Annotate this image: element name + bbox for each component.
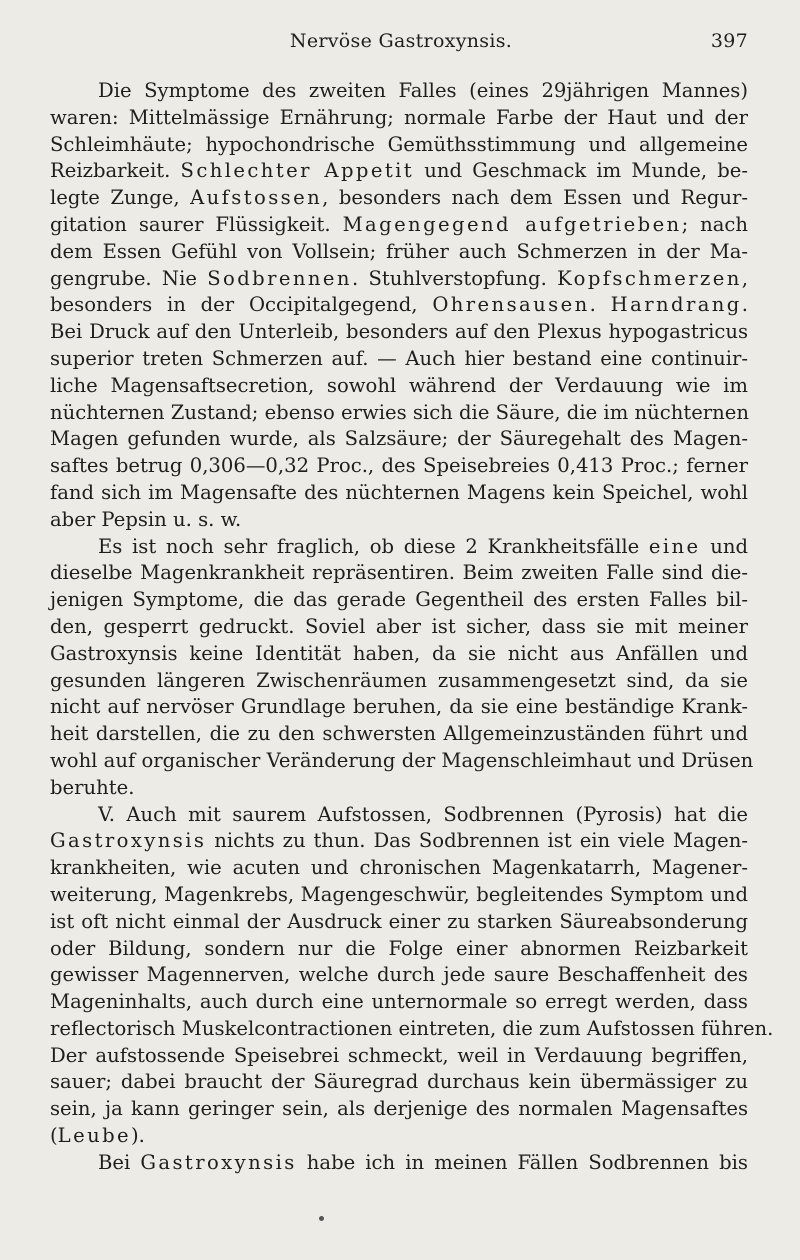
text-run: ( bbox=[50, 1124, 58, 1148]
text-line bbox=[50, 319, 748, 346]
text-line bbox=[50, 962, 748, 989]
text-run: beruhte. bbox=[50, 775, 135, 799]
paragraph bbox=[50, 78, 748, 534]
paragraph bbox=[50, 802, 774, 1150]
ink-speck bbox=[319, 1216, 324, 1221]
text-line bbox=[50, 373, 748, 400]
text-run: aber Pepsin u. s. w. bbox=[50, 507, 242, 531]
text-run: reflectorisch Muskelcontractionen eintreten, die zum Aufstossen führen. bbox=[50, 1016, 774, 1040]
text-run: jenigen Symptome, die das gerade Gegentheil des ersten Falles bil- bbox=[50, 588, 748, 612]
text-run: dieselbe Magenkrankheit repräsentiren. Beim zweiten Falle sind die- bbox=[50, 561, 748, 585]
text-line bbox=[50, 936, 748, 963]
text-run: liche Magensaftsecretion, sowohl während der Verdauung wie im bbox=[50, 373, 748, 397]
spaced-emphasis: Ohrensausen bbox=[432, 293, 590, 317]
running-title: Nervöse Gastroxynsis. bbox=[289, 30, 513, 52]
text-line bbox=[50, 882, 748, 909]
text-line bbox=[50, 721, 748, 748]
text-line bbox=[50, 641, 748, 668]
text-run: gewisser Magennerven, welche durch jede saure Beschaffenheit des bbox=[50, 963, 748, 987]
text-run: besonders in der Occipitalgegend, bbox=[50, 293, 433, 317]
spaced-emphasis: Schlechter Appetit bbox=[180, 159, 415, 183]
text-line bbox=[50, 1069, 748, 1096]
spaced-emphasis: Aufstossen bbox=[190, 186, 323, 210]
text-line bbox=[50, 1150, 748, 1177]
text-line bbox=[50, 105, 748, 132]
text-run: weiterung, Magenkrebs, Magengeschwür, begleitendes Symptom und bbox=[50, 882, 748, 906]
text-run: ; nach bbox=[681, 212, 748, 236]
text-line bbox=[50, 1096, 748, 1123]
text-line bbox=[50, 694, 748, 721]
text-run: und Geschmack im Munde, be- bbox=[414, 159, 748, 183]
spaced-emphasis: Gastroxynsis bbox=[140, 1150, 297, 1174]
text-run: krankheiten, wie acuten und chronischen Magenkatarrh, Magener- bbox=[50, 856, 748, 880]
text-run: waren: Mittelmässige Ernährung; normale Farbe der Haut und der bbox=[50, 105, 748, 129]
text-line bbox=[50, 185, 748, 212]
spaced-emphasis: Sodbrennen bbox=[207, 266, 352, 290]
text-run: Der aufstossende Speisebrei schmeckt, weil in Verdauung begriffen, bbox=[50, 1043, 748, 1067]
text-run: Gastroxynsis keine Identität haben, da sie nicht aus Anfällen und bbox=[50, 641, 748, 665]
spaced-emphasis: eine bbox=[648, 534, 701, 558]
text-run: . Stuhlverstopfung. bbox=[351, 266, 558, 290]
text-run: Schleimhäute; hypochondrische Gemüthsstimmung und allgemeine bbox=[50, 132, 748, 156]
text-line bbox=[50, 78, 748, 105]
text-run: Die Symptome des zweiten Falles (eines 29jährigen Mannes) bbox=[98, 79, 748, 102]
text-line bbox=[50, 802, 748, 829]
text-run: oder Bildung, sondern nur die Folge einer abnormen Reizbarkeit bbox=[50, 936, 748, 960]
text-run: Bei Druck auf den Unterleib, besonders auf den Plexus hypogastricus bbox=[50, 320, 748, 344]
text-run: habe ich in meinen Fällen Sodbrennen bis bbox=[296, 1150, 748, 1174]
text-run: gengrube. Nie bbox=[50, 266, 208, 290]
text-run: . bbox=[589, 293, 611, 317]
text-line bbox=[50, 828, 748, 855]
text-line bbox=[50, 1016, 774, 1043]
text-line bbox=[50, 668, 748, 695]
text-run: saftes betrug 0,306—0,32 Proc., des Speisebreies 0,413 Proc.; ferner bbox=[50, 454, 748, 478]
text-run: nüchternen Zustand; ebenso erwies sich die Säure, die im nüchternen bbox=[50, 400, 750, 424]
text-line bbox=[50, 534, 748, 561]
text-run: fand sich im Magensafte des nüchternen Magens kein Speichel, wohl bbox=[50, 480, 748, 504]
text-run: den, gesperrt gedruckt. Soviel aber ist sicher, dass sie mit meiner bbox=[50, 614, 748, 638]
text-run: Mageninhalts, auch durch eine unternormale so erregt werden, dass bbox=[50, 990, 748, 1014]
text-run: Bei bbox=[98, 1150, 141, 1174]
paragraph bbox=[50, 1150, 748, 1177]
text-line bbox=[50, 507, 748, 534]
spaced-emphasis: Harndrang bbox=[610, 293, 742, 317]
text-run: ). bbox=[131, 1124, 145, 1148]
text-line bbox=[50, 748, 754, 775]
page-number: 397 bbox=[710, 30, 748, 52]
text-line bbox=[50, 480, 748, 507]
text-run: und bbox=[700, 534, 748, 558]
spaced-emphasis: Magengegend aufgetrieben bbox=[342, 212, 682, 236]
text-run: heit darstellen, die zu den schwersten Allgemeinzuständen führt und bbox=[50, 722, 748, 746]
text-line bbox=[50, 1043, 748, 1070]
paragraph bbox=[50, 534, 754, 802]
text-line bbox=[50, 266, 748, 293]
text-line bbox=[50, 212, 748, 239]
text-line bbox=[50, 989, 748, 1016]
body-text bbox=[50, 78, 774, 1177]
text-run: Reizbarkeit. bbox=[50, 159, 181, 183]
text-run: gesunden längeren Zwischenräumen zusammengesetzt sind, da sie bbox=[50, 668, 748, 692]
spaced-emphasis: Leube bbox=[57, 1124, 132, 1148]
text-run: sein, ja kann geringer sein, als derjenige des normalen Magensaftes bbox=[50, 1097, 748, 1121]
text-run: Magen gefunden wurde, als Salzsäure; der Säuregehalt des Magen- bbox=[50, 427, 748, 451]
text-line bbox=[50, 614, 748, 641]
text-run: ist oft nicht einmal der Ausdruck einer zu starken Säureabsonderung bbox=[50, 909, 748, 933]
text-line bbox=[50, 132, 748, 159]
text-line bbox=[50, 400, 748, 427]
text-line bbox=[50, 158, 748, 185]
text-line bbox=[50, 346, 748, 373]
text-run: superior treten Schmerzen auf. — Auch hier bestand eine continuir- bbox=[50, 346, 748, 370]
text-run: legte Zunge, bbox=[50, 186, 191, 210]
text-line bbox=[50, 560, 748, 587]
running-header bbox=[50, 24, 748, 58]
text-run: gitation saurer Flüssigkeit. bbox=[50, 212, 343, 236]
text-line bbox=[50, 426, 748, 453]
text-run: nichts zu thun. Das Sodbrennen ist ein viele Magen- bbox=[206, 829, 748, 853]
text-run: V. Auch mit saurem Aufstossen, Sodbrennen (Pyrosis) hat die bbox=[98, 802, 748, 826]
text-run: , bbox=[741, 266, 748, 290]
text-run: , besonders nach dem Essen und Regur- bbox=[322, 186, 748, 210]
text-line bbox=[50, 909, 748, 936]
text-line bbox=[50, 239, 748, 266]
text-run: Es ist noch sehr fraglich, ob diese 2 Krankheitsfälle bbox=[98, 534, 649, 558]
spaced-emphasis: Gastroxynsis bbox=[50, 829, 207, 853]
text-run: sauer; dabei braucht der Säuregrad durchaus kein übermässiger zu bbox=[50, 1070, 748, 1094]
text-line bbox=[50, 587, 748, 614]
text-run: nicht auf nervöser Grundlage beruhen, da sie eine beständige Krank- bbox=[50, 695, 748, 719]
text-line bbox=[50, 775, 748, 802]
text-run: dem Essen Gefühl von Vollsein; früher auch Schmerzen in der Ma- bbox=[50, 239, 748, 263]
text-run: . bbox=[741, 293, 748, 317]
text-line bbox=[50, 453, 748, 480]
text-line bbox=[50, 855, 748, 882]
text-run: wohl auf organischer Veränderung der Magenschleimhaut und Drüsen bbox=[50, 748, 754, 772]
text-line bbox=[50, 292, 748, 319]
spaced-emphasis: Kopfschmerzen bbox=[557, 266, 742, 290]
text-line bbox=[50, 1123, 748, 1150]
